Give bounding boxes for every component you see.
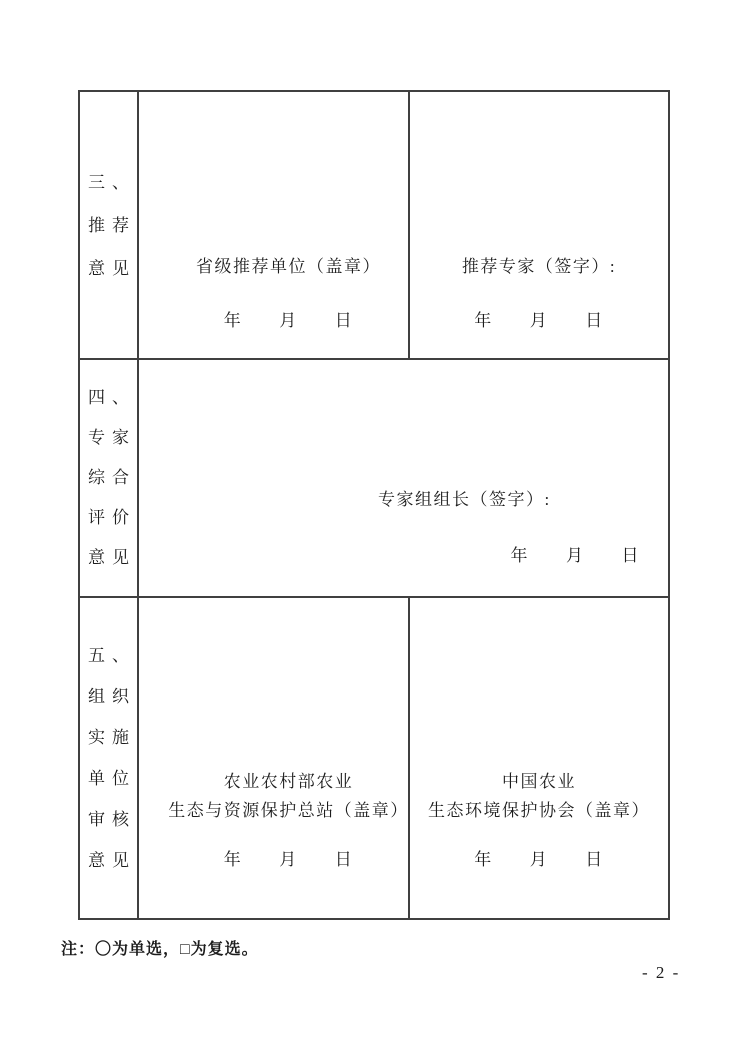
unit-name-line: 中国农业 (502, 772, 576, 791)
row-content-expert-evaluation (139, 360, 668, 596)
cell-rural-ecology-station-seal (139, 598, 410, 918)
row-label-line: 专家 (88, 428, 136, 447)
cell-expert-group-leader-signature (139, 360, 668, 596)
page-number: - 2 - (642, 963, 681, 982)
row-label-line: 意见 (88, 548, 136, 567)
row-label-line: 意见 (88, 851, 136, 870)
row-label-line: 单位 (88, 769, 136, 788)
table-row-implementing-unit-review (80, 598, 668, 918)
selection-legend-note: 注：〇为单选，□为复选。 (61, 941, 259, 958)
row-label-line: 实施 (88, 728, 136, 747)
signature-caption: 推荐专家（签字）: (461, 257, 617, 276)
row-label-line: 综合 (88, 468, 136, 487)
row-label-implementing-unit-review (80, 598, 139, 918)
cell-provincial-unit-seal (139, 92, 410, 358)
table-row-recommendation (80, 92, 668, 360)
cell-recommending-expert-signature (410, 92, 668, 358)
seal-caption: 省级推荐单位（盖章） (196, 257, 381, 276)
row-label-line: 组织 (88, 687, 136, 706)
date-blank: 年 月 日 (223, 311, 354, 330)
row-label-recommendation (80, 92, 139, 358)
review-opinion-table (78, 90, 670, 920)
row-label-line: 三、 (88, 172, 136, 192)
signature-caption: 专家组组长（签字）: (378, 490, 551, 509)
row-content-recommendation (139, 92, 668, 358)
row-content-implementing-unit-review (139, 598, 668, 918)
cell-eco-protection-association-seal (410, 598, 668, 918)
table-row-expert-evaluation (80, 360, 668, 598)
date-blank: 年 月 日 (474, 311, 604, 330)
row-label-expert-evaluation (80, 360, 139, 596)
row-label-line: 评价 (88, 508, 136, 527)
date-blank: 年 月 日 (223, 850, 354, 869)
date-blank: 年 月 日 (474, 850, 604, 869)
date-blank: 年 月 日 (510, 546, 640, 565)
row-label-line: 意见 (88, 258, 136, 278)
unit-name-line: 农业农村部农业 (223, 772, 354, 791)
seal-caption: 生态与资源保护总站（盖章） (168, 801, 409, 820)
row-label-line: 推荐 (88, 215, 136, 235)
row-label-line: 五、 (88, 646, 136, 665)
seal-caption: 生态环境保护协会（盖章） (428, 801, 650, 820)
row-label-line: 审核 (88, 810, 136, 829)
row-label-line: 四、 (88, 388, 136, 407)
